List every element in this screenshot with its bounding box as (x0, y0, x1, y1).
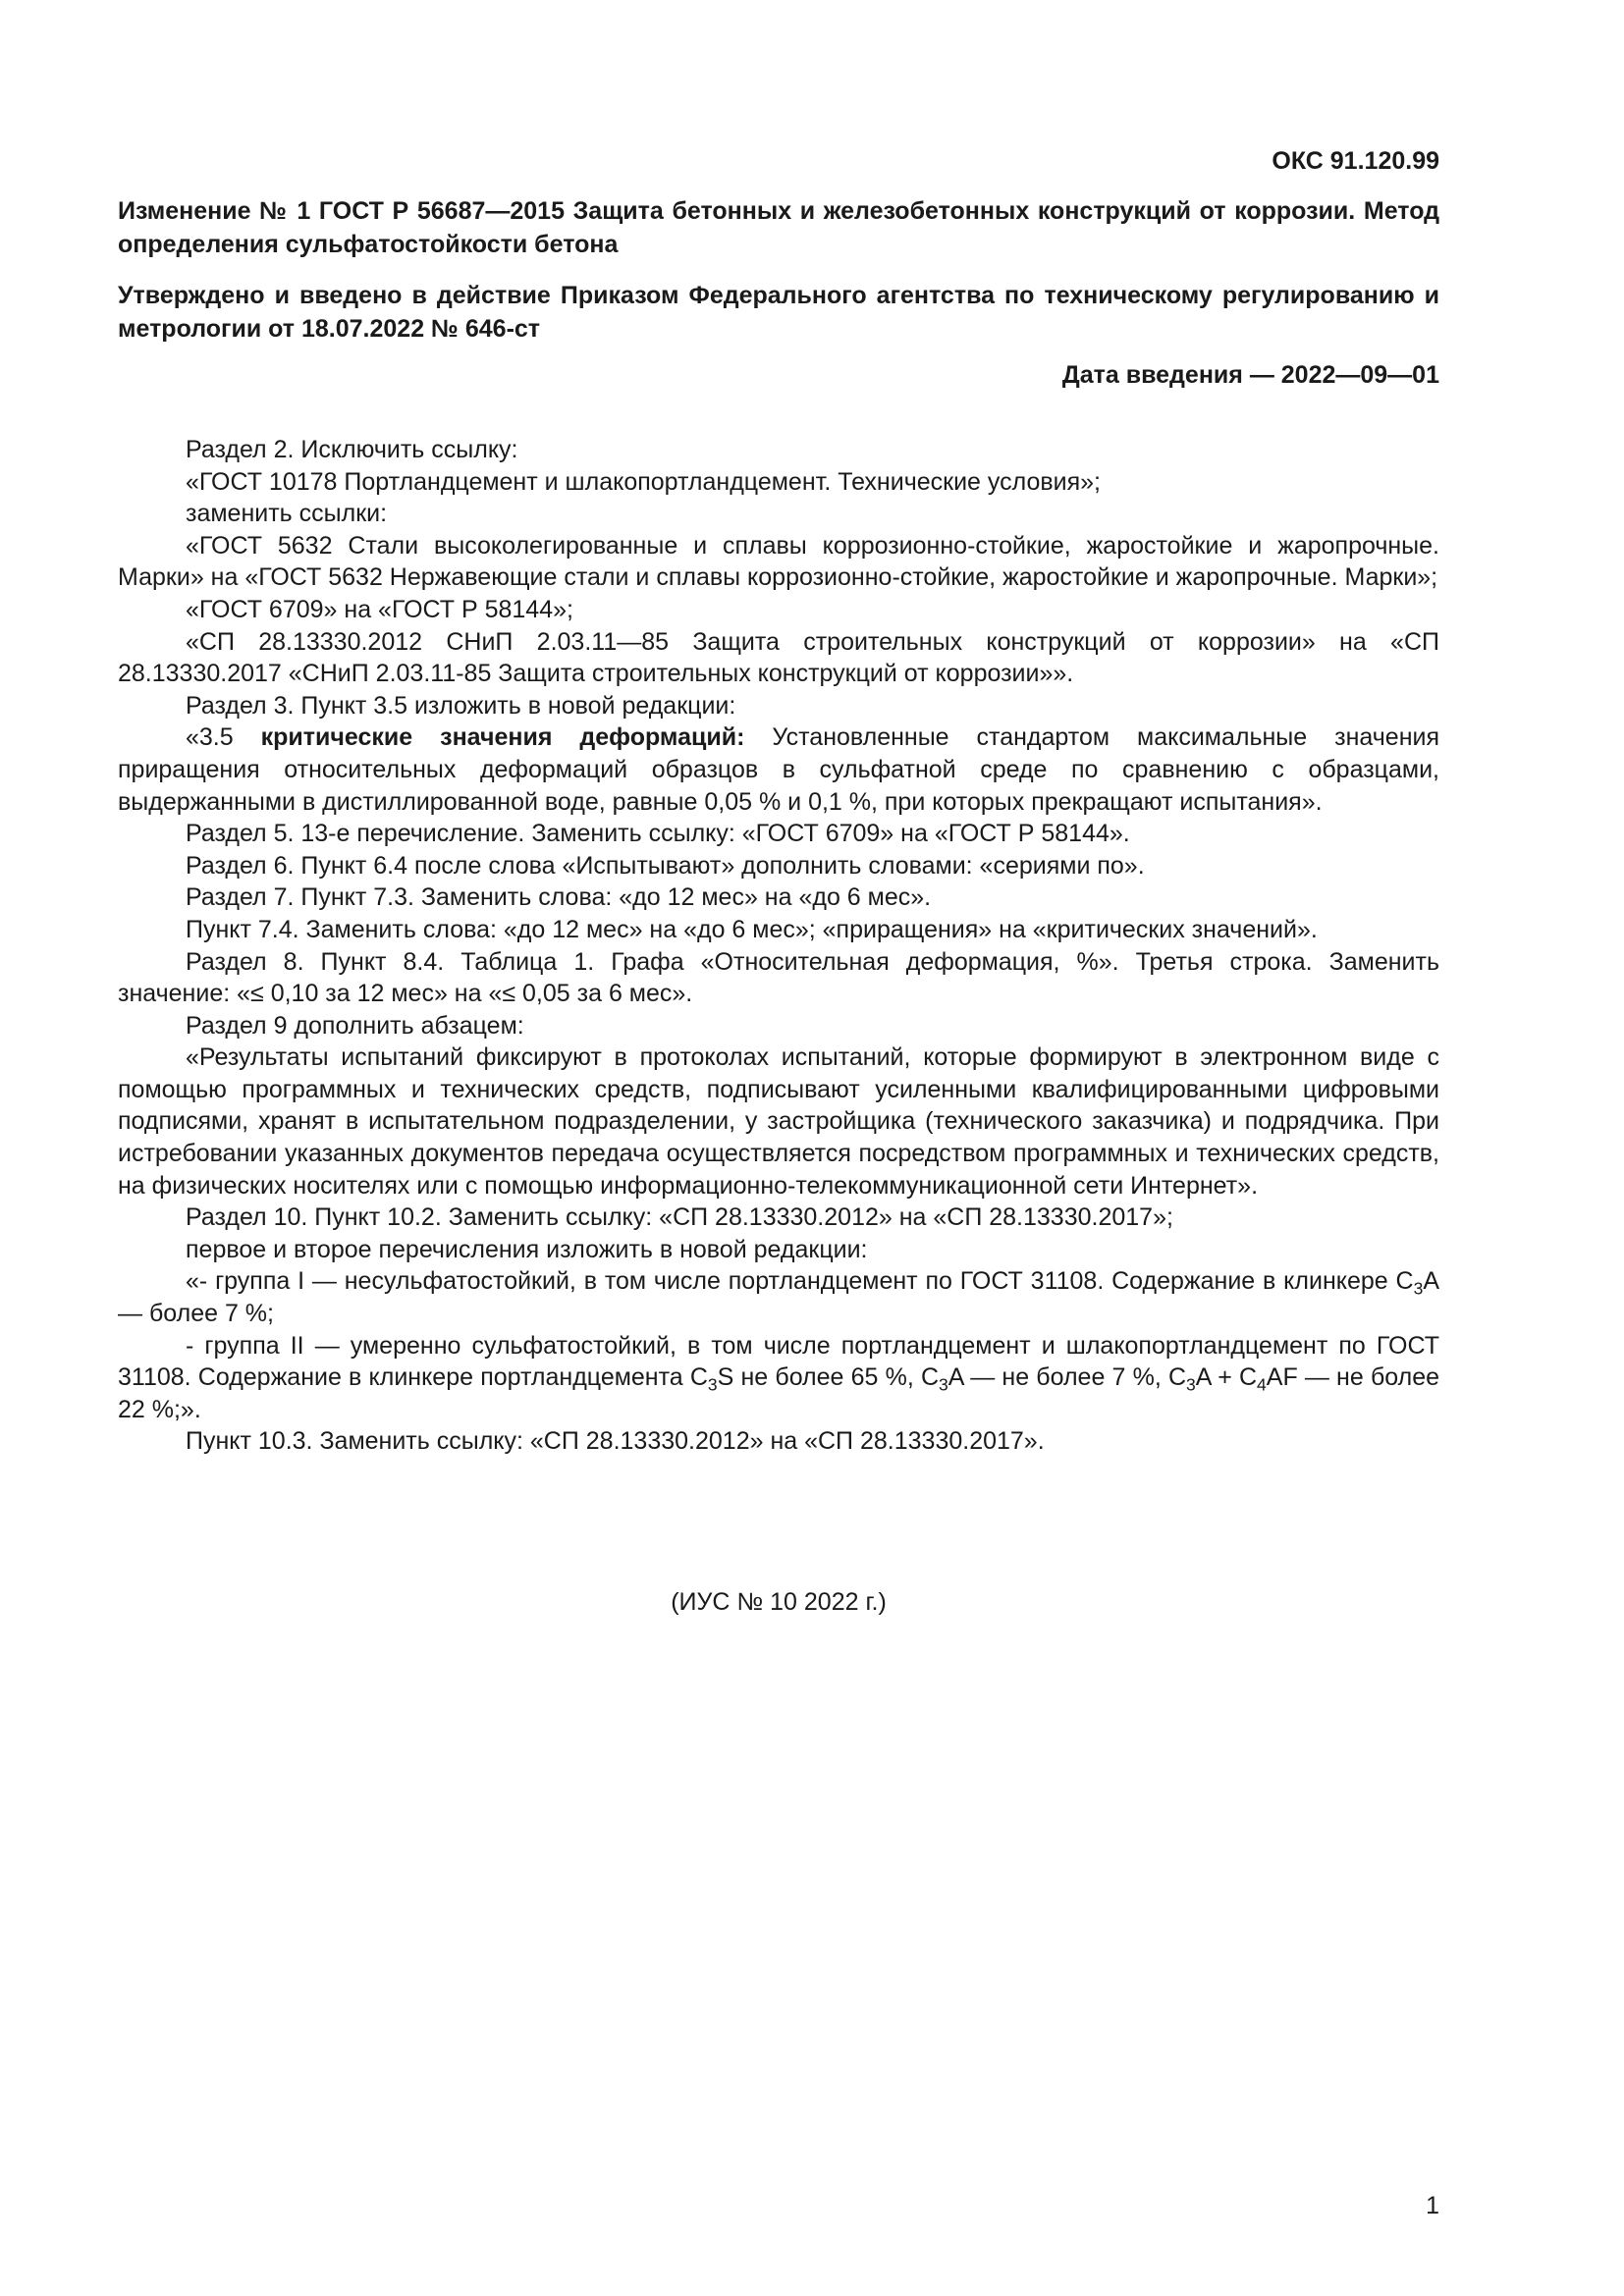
ius-reference: (ИУС № 10 2022 г.) (671, 1588, 887, 1616)
text-span: A + C (1195, 1363, 1258, 1392)
text-span: AF — не более 22 %;». (118, 1363, 1440, 1423)
paragraph: заменить ссылки: (186, 500, 388, 528)
paragraph-group-2 (118, 1330, 1439, 1426)
text-span: - группа II — умеренно сульфатостойкий, в том числе портландцемент и шлакопортландцемент по ГОСТ 31108. Содержание в клинкере портландцемента C (118, 1331, 1439, 1392)
defined-term: критические значения деформаций: (260, 723, 745, 752)
paragraph: Раздел 2. Исключить ссылку: (186, 436, 518, 463)
paragraph: «СП 28.13330.2012 СНиП 2.03.11—85 Защита строительных конструкций от коррозии» на «СП 28.13330.2017 «СНиП 2.03.11-85 Защита строительных конструкций от коррозии»». (118, 627, 1439, 688)
paragraph: «ГОСТ 6709» на «ГОСТ Р 58144»; (186, 595, 573, 623)
paragraph: Раздел 7. Пункт 7.3. Заменить слова: «до 12 мес» на «до 6 мес». (186, 883, 932, 912)
text-span: S не более 65 %, C (717, 1363, 940, 1392)
paragraph: Пункт 7.4. Заменить слова: «до 12 мес» на «до 6 мес»; «приращения» на «критических значений». (186, 915, 1318, 943)
subscript: 3 (939, 1374, 948, 1395)
text-span: A — более 7 %; (118, 1267, 1439, 1328)
text-span: «- группа I — несульфатостойкий, в том числе портландцемент по ГОСТ 31108. Содержание в клинкере C (186, 1267, 1414, 1296)
text-span: A — не более 7 %, C (947, 1363, 1186, 1392)
subscript: 4 (1257, 1374, 1267, 1395)
paragraph: «ГОСТ 5632 Стали высоколегированные и сплавы коррозионно-стойкие, жаростойкие и жаропрочные. Марки» на «ГОСТ 5632 Нержавеющие стали и сплавы коррозионно-стойкие, жаростойкие и жаропрочные. Марки»; (118, 531, 1439, 592)
page-number: 1 (1426, 2192, 1439, 2219)
document-title: Изменение № 1 ГОСТ Р 56687—2015 Защита бетонных и железобетонных конструкций от коррозии. Метод определения сульфатостойкости бетона (118, 197, 1439, 258)
oks-code: ОКС 91.120.99 (1272, 147, 1439, 175)
paragraph: Раздел 8. Пункт 8.4. Таблица 1. Графа «Относительная деформация, %». Третья строка. Заменить значение: «≤ 0,10 за 12 мес» на «≤ 0,05 за 6 мес». (118, 947, 1439, 1008)
text-span: «3.5 (186, 723, 261, 752)
paragraph: Пункт 10.3. Заменить ссылку: «СП 28.13330.2012» на «СП 28.13330.2017». (186, 1427, 1045, 1456)
paragraph: первое и второе перечисления изложить в новой редакции: (186, 1235, 868, 1263)
paragraph: Раздел 5. 13-е перечисление. Заменить ссылку: «ГОСТ 6709» на «ГОСТ Р 58144». (186, 820, 1130, 848)
approval-statement: Утверждено и введено в действие Приказом Федерального агентства по техническому регулированию и метрологии от 18.07.2022 № 646-ст (118, 282, 1439, 343)
paragraph-definition (118, 721, 1439, 818)
paragraph: Раздел 9 дополнить абзацем: (186, 1011, 524, 1040)
paragraph: «ГОСТ 10178 Портландцемент и шлакопортландцемент. Технические условия»; (186, 467, 1102, 496)
document-body (118, 434, 1439, 1458)
subscript: 3 (707, 1374, 718, 1395)
subscript: 3 (1186, 1374, 1196, 1395)
paragraph-group-1 (118, 1265, 1439, 1329)
paragraph: Раздел 3. Пункт 3.5 изложить в новой редакции: (186, 691, 736, 720)
paragraph: «Результаты испытаний фиксируют в протоколах испытаний, которые формируют в электронном виде с помощью программных и технических средств, подписывают усиленными квалифицированными цифровыми подписями, хранят в испытательном подразделении, у застройщика (технического заказчика) и подрядчика. При истребовании указанных документов передача осуществляется посредством программных и технических средств, на физических носителях или с помощью информационно-телекоммуникационной сети Интернет». (118, 1043, 1439, 1200)
paragraph: Раздел 10. Пункт 10.2. Заменить ссылку: «СП 28.13330.2012» на «СП 28.13330.2017»; (186, 1203, 1173, 1232)
effective-date: Дата введения — 2022—09—01 (1061, 361, 1439, 389)
subscript: 3 (1413, 1278, 1424, 1299)
paragraph: Раздел 6. Пункт 6.4 после слова «Испытывают» дополнить словами: «сериями по». (186, 851, 1145, 880)
text-span: Установленные стандартом максимальные значения приращения относительных деформаций образцов в сульфатной среде по сравнению с образцами, выдержанными в дистиллированной воде, равные 0,05 % и 0,1 %, при которых прекращают испытания». (118, 723, 1439, 816)
